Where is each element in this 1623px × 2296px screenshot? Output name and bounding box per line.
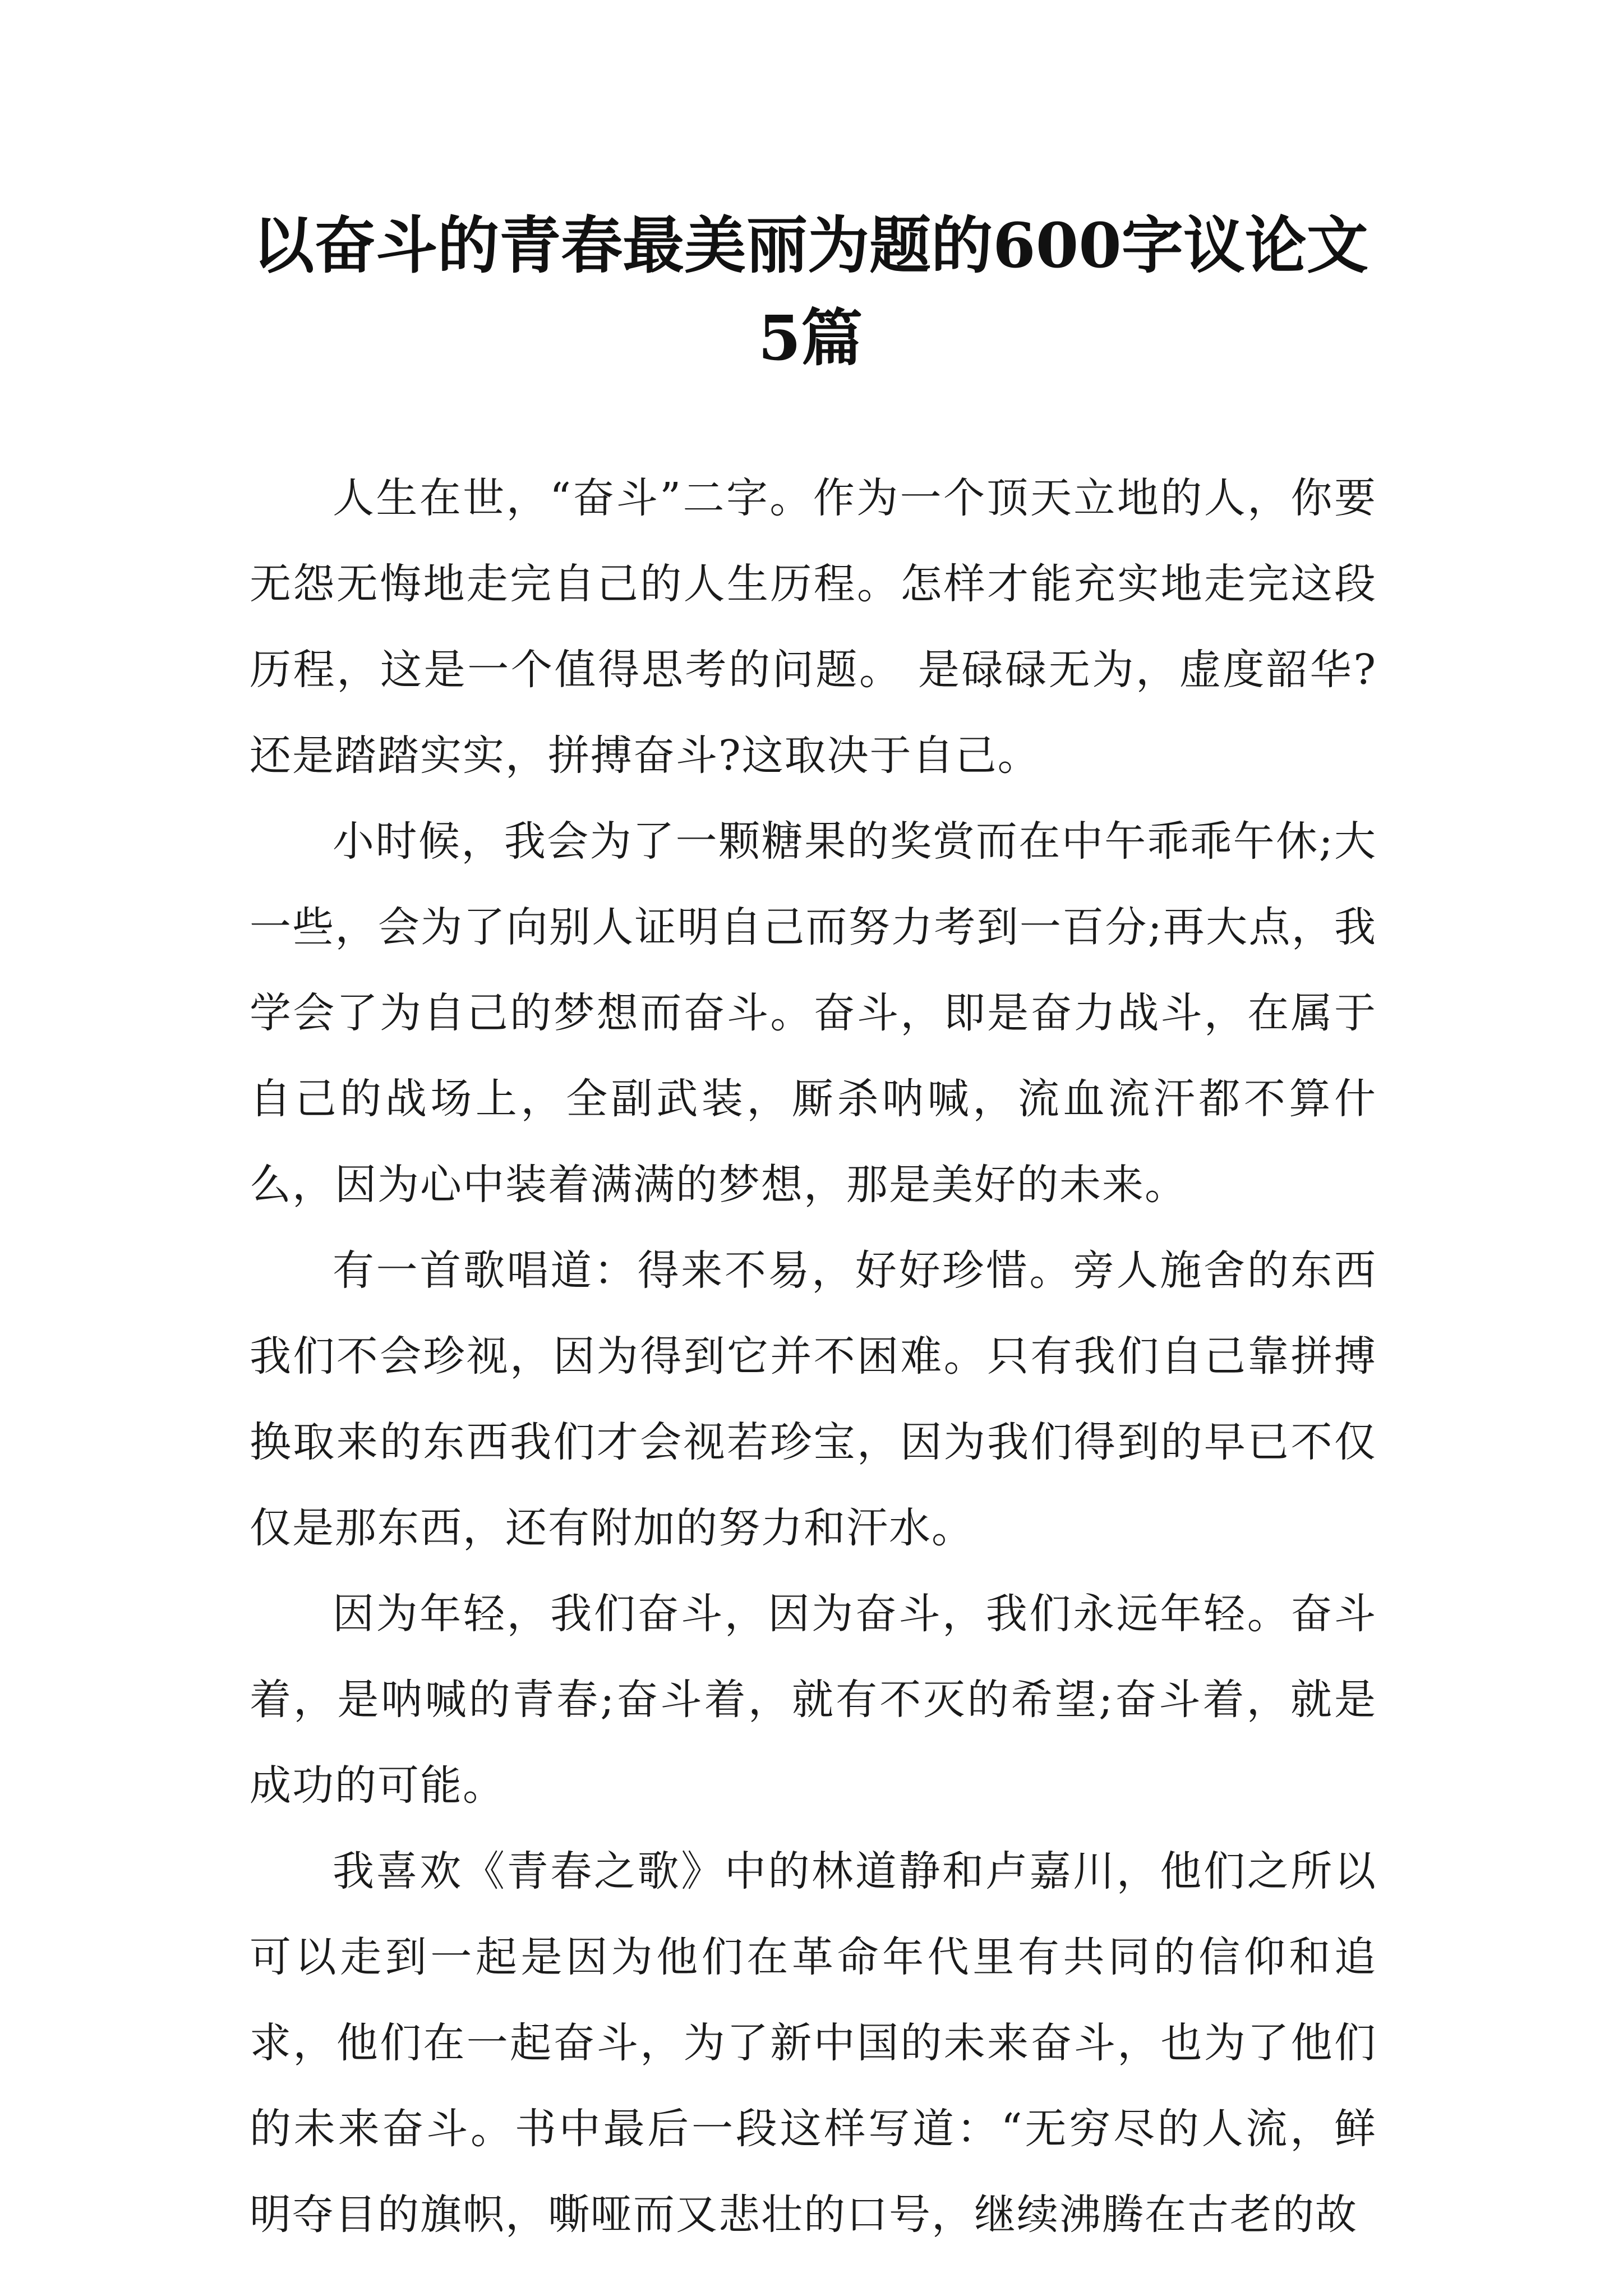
- document-body: [250, 455, 1377, 2258]
- paragraph: 我喜欢《青春之歌》中的林道静和卢嘉川，他们之所以可以走到一起是因为他们在革命年代里有共同的信仰和追求，他们在一起奋斗，为了新中国的未来奋斗，也为了他们的未来奋斗。书中最后一段这样写道：“无穷尽的人流，鲜明夺目的旗帜，嘶哑而又悲壮的口号，继续沸腾在古老的故: [250, 1847, 1377, 2239]
- paragraph: 人生在世，“奋斗”二字。作为一个顶天立地的人，你要无怨无悔地走完自己的人生历程。怎样才能充实地走完这段历程，这是一个值得思考的问题。 是碌碌无为，虚度韶华?还是踏踏实实，拼搏奋斗?这取决于自己。: [250, 474, 1377, 780]
- paragraph: 有一首歌唱道：得来不易，好好珍惜。旁人施舍的东西我们不会珍视，因为得到它并不困难。只有我们自己靠拼搏换取来的东西我们才会视若珍宝，因为我们得到的早已不仅仅是那东西，还有附加的努力和汗水。: [250, 1246, 1377, 1552]
- paragraph: 因为年轻，我们奋斗，因为奋斗，我们永远年轻。奋斗着，是呐喊的青春;奋斗着，就有不灭的希望;奋斗着，就是成功的可能。: [250, 1590, 1377, 1810]
- paragraph: 小时候，我会为了一颗糖果的奖赏而在中午乖乖午休;大一些，会为了向别人证明自己而努力考到一百分;再大点，我学会了为自己的梦想而奋斗。奋斗，即是奋力战斗，在属于自己的战场上，全副武装，厮杀呐喊，流血流汗都不算什么，因为心中装着满满的梦想，那是美好的未来。: [250, 817, 1377, 1209]
- document-title: 以奋斗的青春最美丽为题的600字议论文5篇: [252, 209, 1368, 374]
